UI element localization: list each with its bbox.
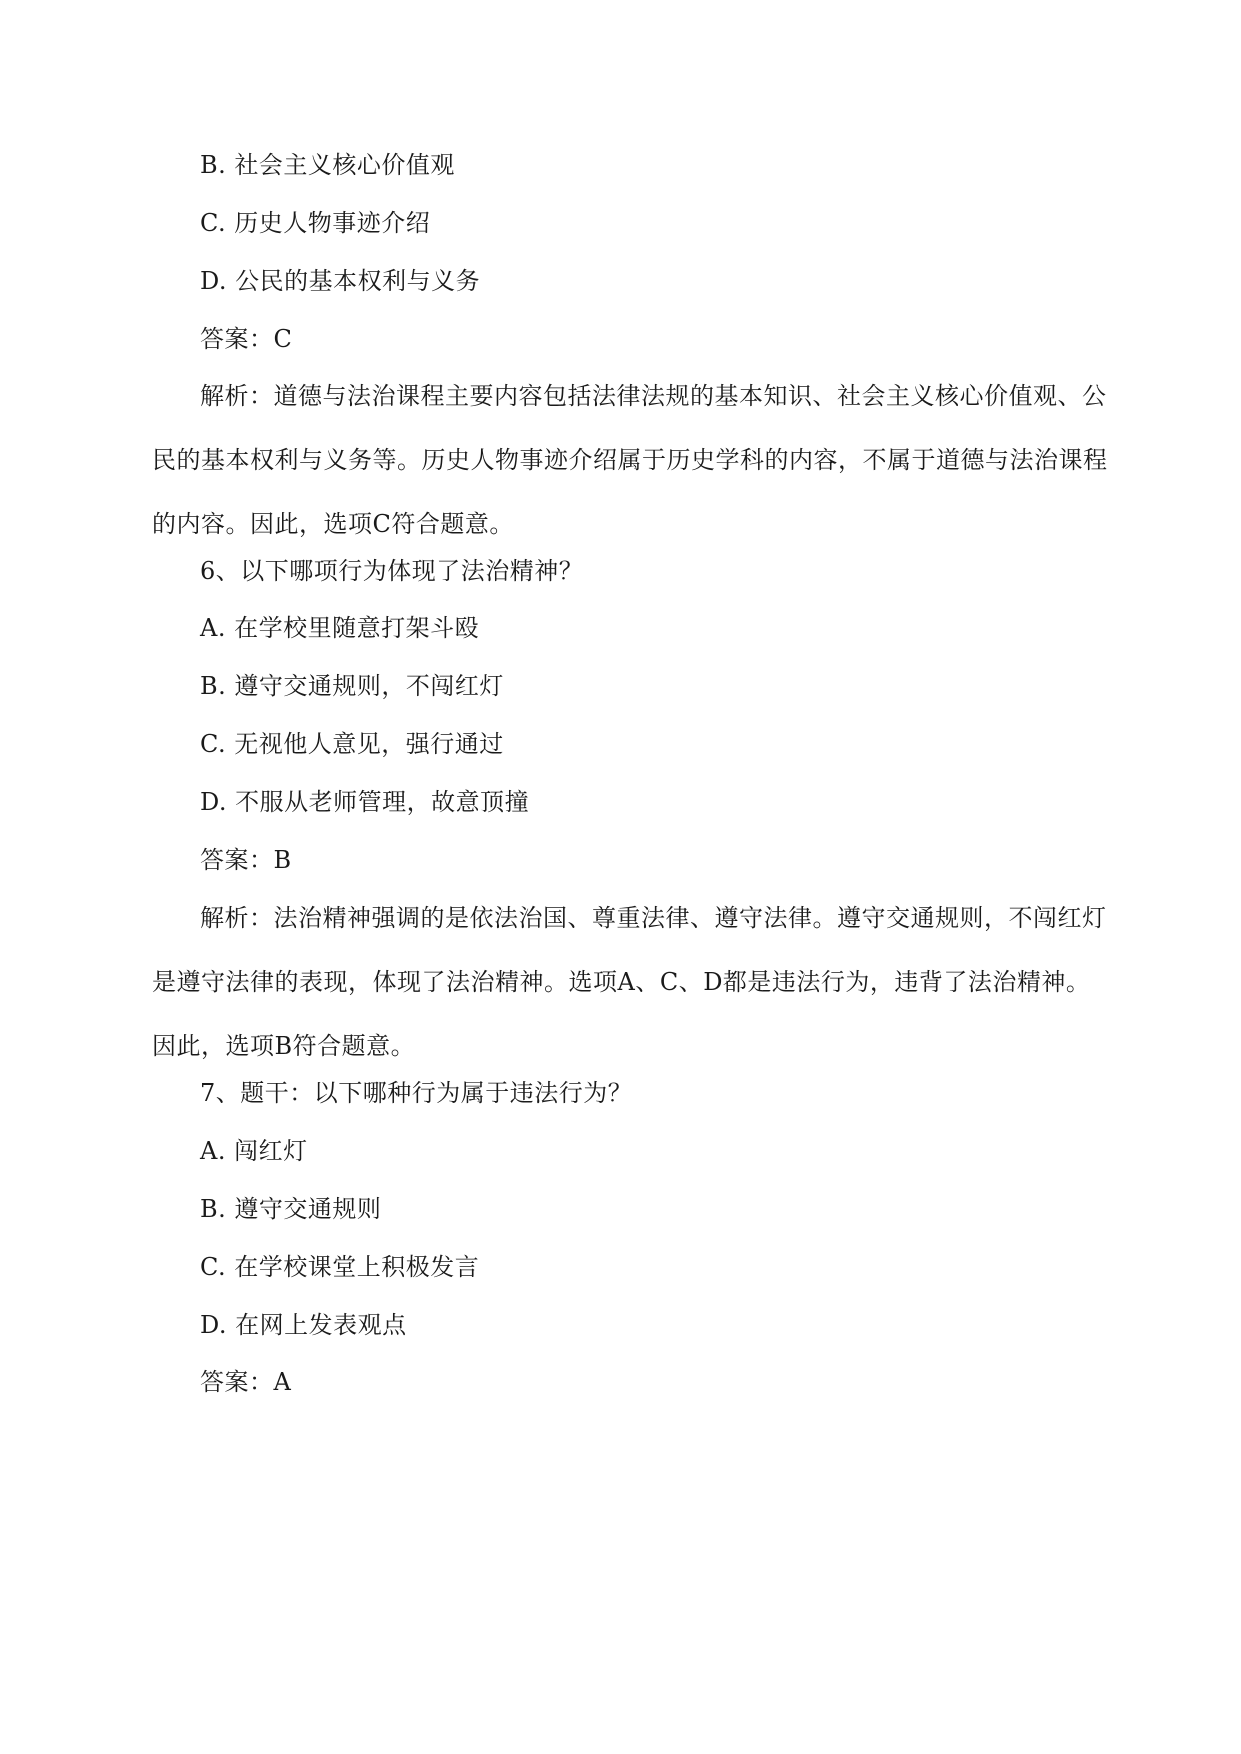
q7-option-b: B. 遵守交通规则 — [200, 1195, 382, 1223]
q5-option-b: B. 社会主义核心价值观 — [200, 151, 455, 179]
q7-option-c: C. 在学校课堂上积极发言 — [200, 1253, 480, 1281]
q7-option-d: D. 在网上发表观点 — [200, 1311, 407, 1339]
q6-option-b: B. 遵守交通规则，不闯红灯 — [200, 672, 504, 700]
q7-option-a: A. 闯红灯 — [200, 1137, 308, 1165]
q6-option-c: C. 无视他人意见，强行通过 — [200, 730, 504, 758]
q7-answer: 答案：A — [200, 1368, 292, 1396]
q7-question: 7、题干：以下哪种行为属于违法行为？ — [200, 1079, 633, 1107]
q5-option-d: D. 公民的基本权利与义务 — [200, 267, 481, 295]
q5-explanation: 解析：道德与法治课程主要内容包括法律法规的基本知识、社会主义核心价值观、公民的基本权利与义务等。历史人物事迹介绍属于历史学科的内容，不属于道德与法治课程的内容。因此，选项C符合题意。 — [152, 382, 1108, 538]
q6-explanation: 解析：法治精神强调的是依法治国、尊重法律、遵守法律。遵守交通规则，不闯红灯是遵守法律的表现，体现了法治精神。选项A、C、D都是违法行为，违背了法治精神。因此，选项B符合题意。 — [152, 904, 1107, 1060]
q6-option-d: D. 不服从老师管理，故意顶撞 — [200, 788, 530, 816]
q6-question: 6、以下哪项行为体现了法治精神？ — [200, 557, 584, 585]
q6-option-a: A. 在学校里随意打架斗殴 — [200, 614, 480, 642]
q5-option-c: C. 历史人物事迹介绍 — [200, 209, 431, 237]
q5-answer: 答案：C — [200, 325, 293, 353]
q6-answer: 答案：B — [200, 846, 292, 874]
